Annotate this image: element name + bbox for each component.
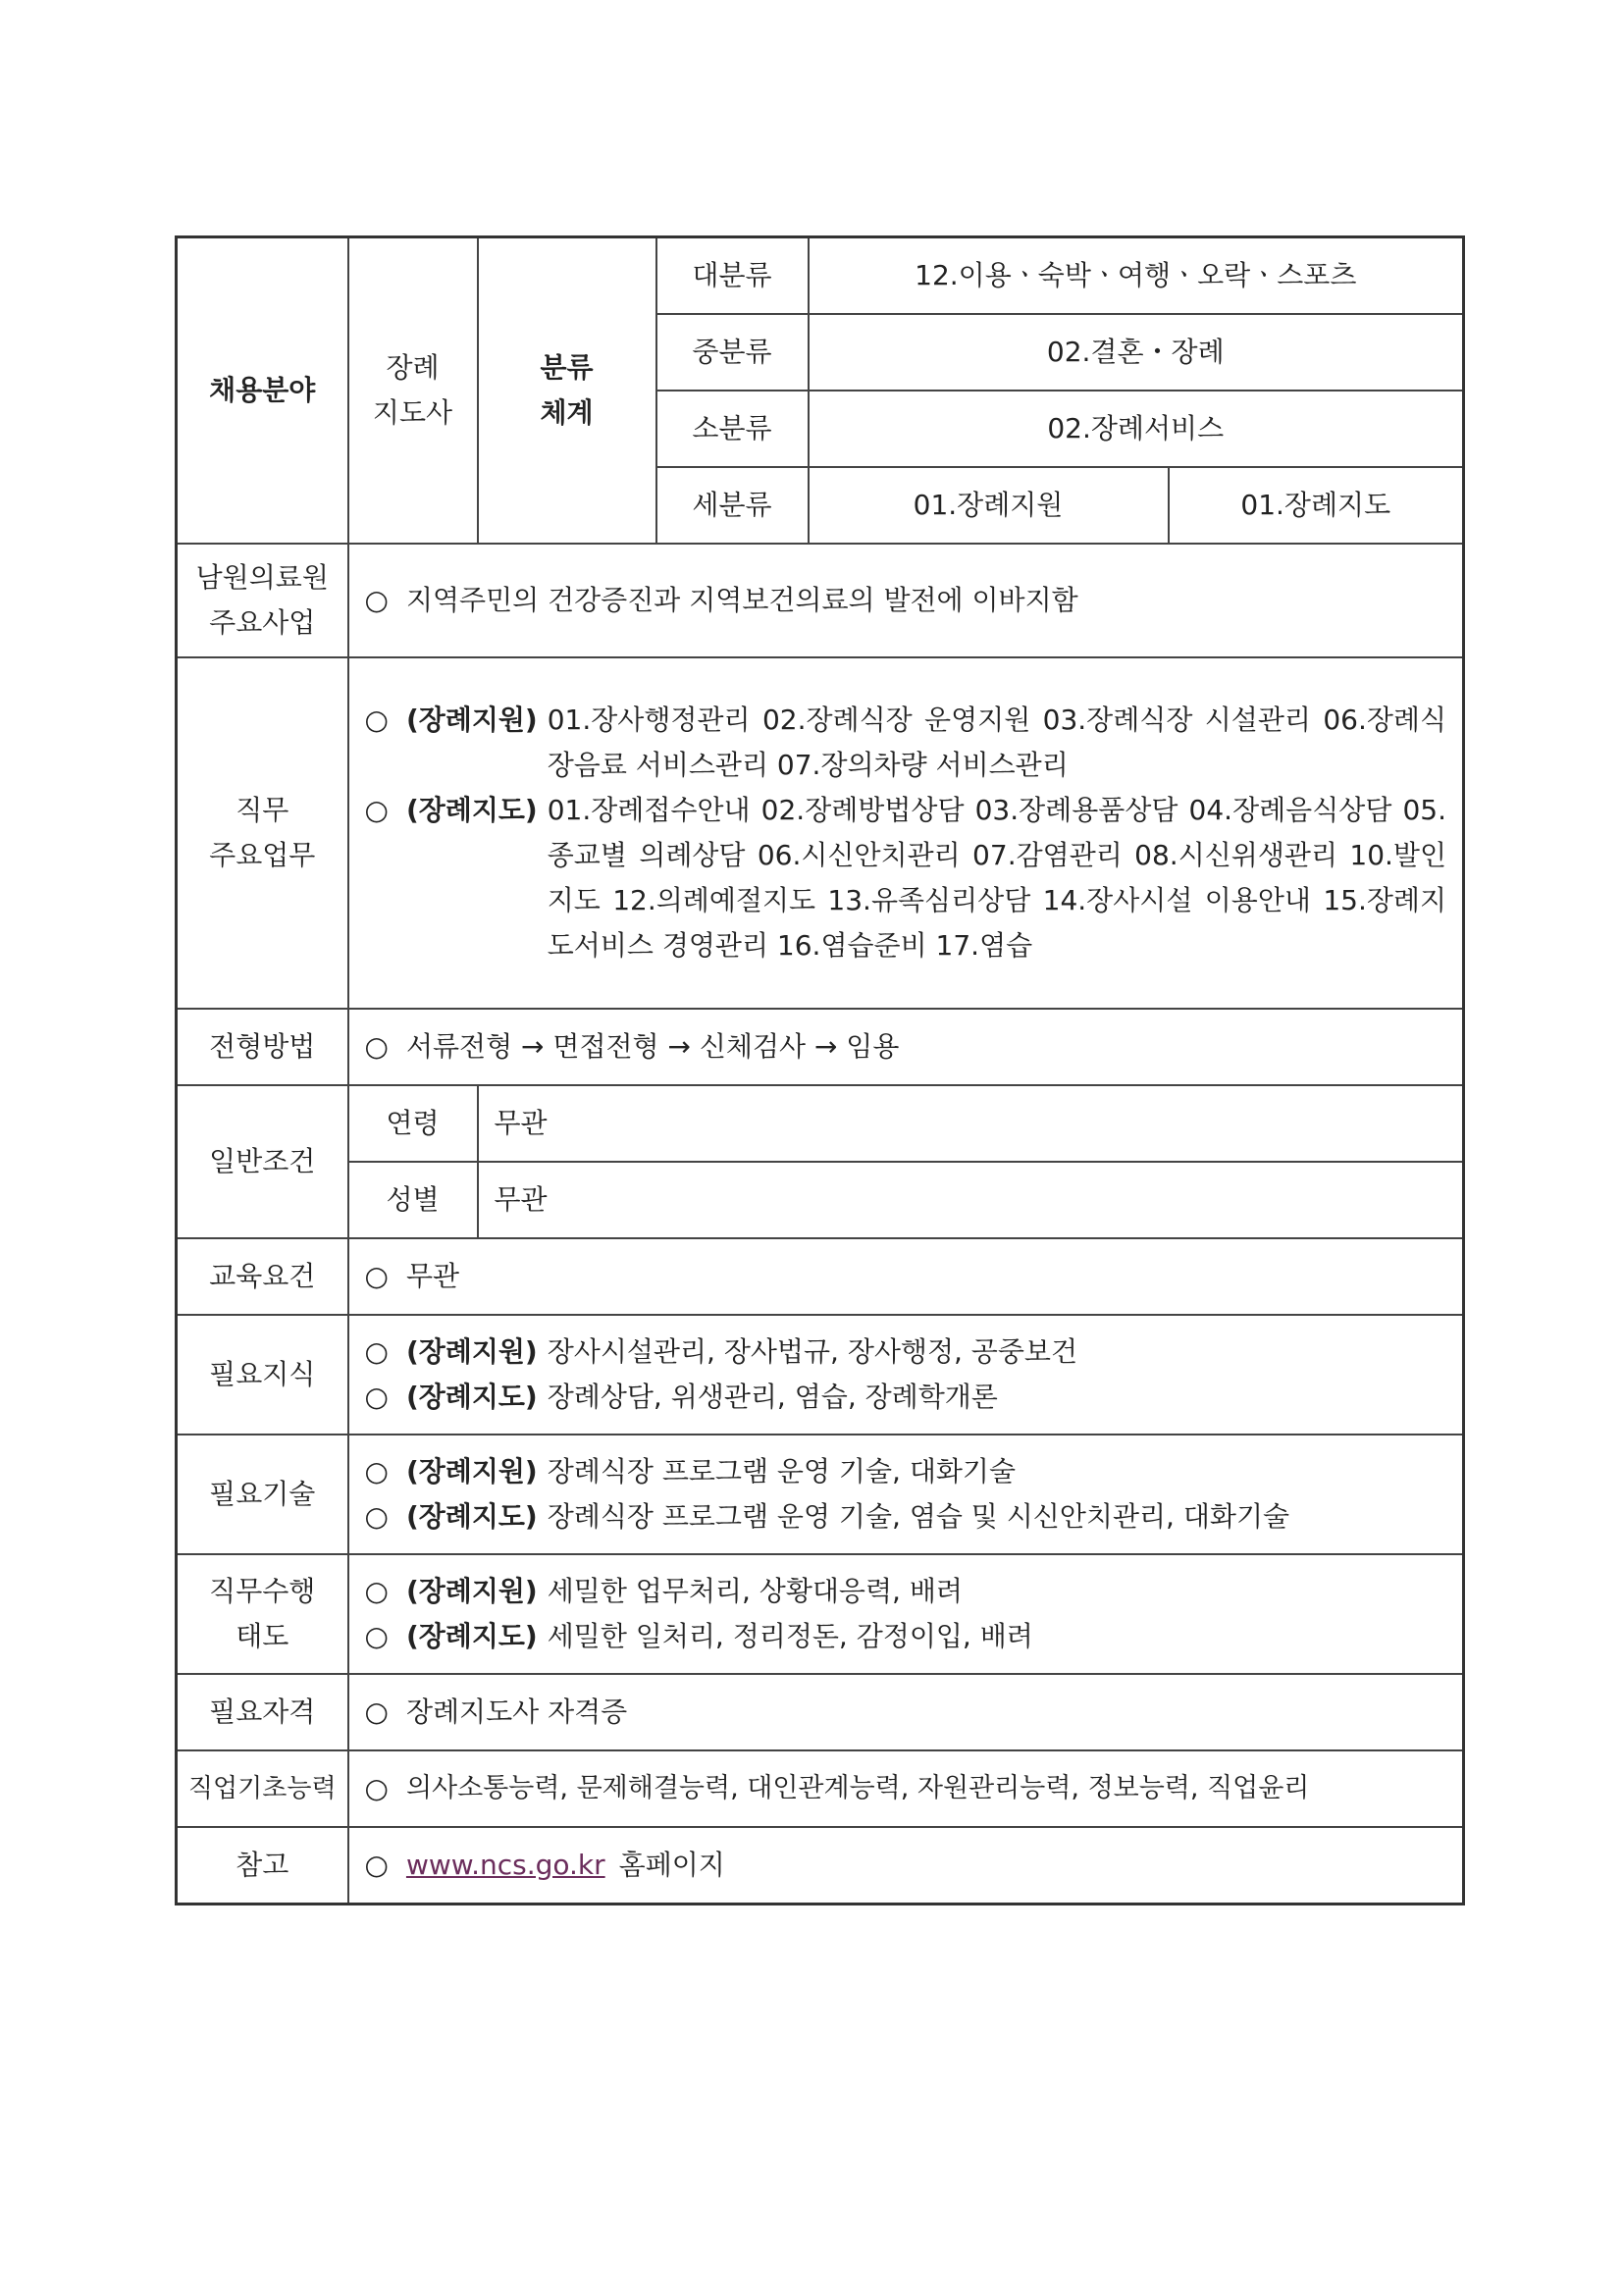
recruit-field: 장례 지도사	[348, 237, 478, 545]
knowledge-text: 장례상담, 위생관리, 염습, 장례학개론	[547, 1381, 998, 1413]
skills-row	[177, 1435, 1464, 1554]
level-label: 중분류	[656, 314, 809, 391]
skills-text: 장례식장 프로그램 운영 기술, 대화기술	[547, 1455, 1017, 1487]
condition-label: 연령	[348, 1085, 478, 1162]
knowledge-text: 장사시설관리, 장사법규, 장사행정, 공중보건	[547, 1335, 1078, 1368]
level-value: 12.이용ㆍ숙박ㆍ여행ㆍ오락ㆍ스포츠	[809, 237, 1464, 315]
business-content	[348, 544, 1464, 657]
basic-skills-row	[177, 1750, 1464, 1827]
bullet-icon: ○	[364, 1696, 389, 1728]
attitude-tag: (장례지원)	[405, 1575, 538, 1607]
level-label: 세분류	[656, 467, 809, 544]
condition-value: 무관	[478, 1162, 1464, 1238]
level-value-a: 01.장례지원	[809, 467, 1169, 544]
reference-content	[348, 1827, 1464, 1905]
level-value: 02.장례서비스	[809, 391, 1464, 467]
selection-label: 전형방법	[177, 1009, 348, 1085]
duty-text: 01.장사행정관리 02.장례식장 운영지원 03.장례식장 시설관리 06.장례식장음료 서비스관리 07.장의차량 서비스관리	[547, 704, 1447, 781]
selection-row	[177, 1009, 1464, 1085]
qualification-text: 장례지도사 자격증	[405, 1696, 628, 1728]
general-row-age	[177, 1085, 1464, 1162]
duty-text: 01.장례접수안내 02.장례방법상담 03.장례용품상담 04.장례음식상담 05.종교별 의례상담 06.시신안치관리 07.감염관리 08.시신위생관리 10.발인지도 12.의례예절지도 13.유족심리상담 14.장사시설 이용안내 15.장례지도서비스 경영관리 16.염습준비 17.염습	[547, 794, 1447, 962]
business-label: 남원의료원 주요사업	[177, 544, 348, 657]
selection-text: 서류전형 → 면접전형 → 신체검사 → 임용	[405, 1030, 900, 1063]
attitude-text: 세밀한 업무처리, 상황대응력, 배려	[547, 1575, 963, 1607]
condition-label: 성별	[348, 1162, 478, 1238]
duty-tag: (장례지도)	[405, 794, 538, 826]
knowledge-tag: (장례지도)	[405, 1381, 538, 1413]
education-content	[348, 1238, 1464, 1315]
bullet-icon: ○	[364, 584, 389, 616]
attitude-content	[348, 1554, 1464, 1674]
basic-skills-content	[348, 1750, 1464, 1827]
bullet-icon: ○	[364, 1030, 389, 1063]
duty-item	[365, 788, 1447, 968]
qualification-label: 필요자격	[177, 1674, 348, 1750]
basic-skills-label: 직업기초능력	[177, 1750, 348, 1827]
recruit-label: 채용분야	[177, 237, 348, 545]
business-row	[177, 544, 1464, 657]
level-value-b: 01.장례지도	[1169, 467, 1464, 544]
attitude-text: 세밀한 일처리, 정리정돈, 감정이입, 배려	[547, 1620, 1033, 1652]
attitude-tag: (장례지도)	[405, 1620, 538, 1652]
general-row-gender	[177, 1162, 1464, 1238]
reference-row	[177, 1827, 1464, 1905]
classification-label: 분류 체계	[478, 237, 656, 545]
level-label: 대분류	[656, 237, 809, 315]
knowledge-content	[348, 1315, 1464, 1435]
business-text: 지역주민의 건강증진과 지역보건의료의 발전에 이바지함	[405, 584, 1078, 616]
education-row	[177, 1238, 1464, 1315]
skills-tag: (장례지도)	[405, 1500, 538, 1533]
duties-row	[177, 657, 1464, 1009]
bullet-icon: ○	[364, 1575, 389, 1607]
ncs-link[interactable]: www.ncs.go.kr	[405, 1849, 605, 1881]
duty-item	[365, 698, 1447, 788]
education-label: 교육요건	[177, 1238, 348, 1315]
bullet-icon: ○	[364, 1849, 389, 1881]
duties-content	[348, 657, 1464, 1009]
skills-label: 필요기술	[177, 1435, 348, 1554]
bullet-icon: ○	[364, 794, 389, 826]
bullet-icon: ○	[364, 1381, 389, 1413]
level-value: 02.결혼・장례	[809, 314, 1464, 391]
reference-text: 홈페이지	[618, 1849, 725, 1881]
selection-content	[348, 1009, 1464, 1085]
qualification-content	[348, 1674, 1464, 1750]
bullet-icon: ○	[364, 1455, 389, 1487]
skills-text: 장례식장 프로그램 운영 기술, 염습 및 시신안치관리, 대화기술	[547, 1500, 1290, 1533]
education-text: 무관	[405, 1260, 460, 1292]
general-label: 일반조건	[177, 1085, 348, 1238]
skills-tag: (장례지원)	[405, 1455, 538, 1487]
condition-value: 무관	[478, 1085, 1464, 1162]
knowledge-row	[177, 1315, 1464, 1435]
bullet-icon: ○	[364, 1260, 389, 1292]
bullet-icon: ○	[364, 1500, 389, 1533]
knowledge-tag: (장례지원)	[405, 1335, 538, 1368]
reference-label: 참고	[177, 1827, 348, 1905]
duties-label: 직무 주요업무	[177, 657, 348, 1009]
skills-content	[348, 1435, 1464, 1554]
attitude-label: 직무수행 태도	[177, 1554, 348, 1674]
recruit-row-major	[177, 237, 1464, 315]
attitude-row	[177, 1554, 1464, 1674]
basic-skills-text: 의사소통능력, 문제해결능력, 대인관계능력, 자원관리능력, 정보능력, 직업윤리	[405, 1773, 1310, 1803]
qualification-row	[177, 1674, 1464, 1750]
knowledge-label: 필요지식	[177, 1315, 348, 1435]
bullet-icon: ○	[364, 704, 389, 736]
duty-tag: (장례지원)	[405, 704, 538, 736]
level-label: 소분류	[656, 391, 809, 467]
bullet-icon: ○	[364, 1772, 389, 1804]
bullet-icon: ○	[364, 1335, 389, 1368]
bullet-icon: ○	[364, 1620, 389, 1652]
job-description-table	[175, 235, 1465, 1905]
